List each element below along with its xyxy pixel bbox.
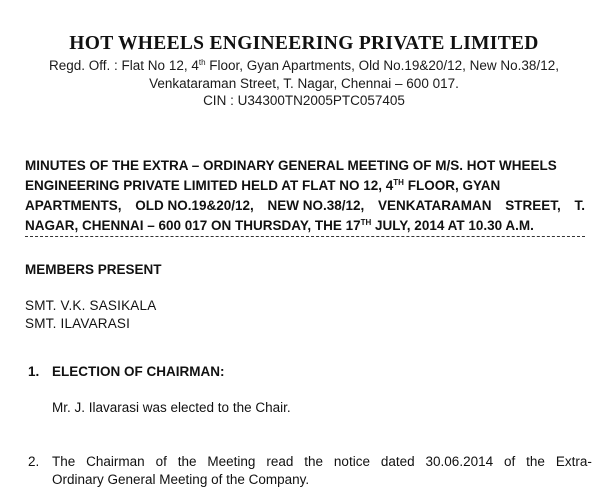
item-2-number: 2. [28, 454, 40, 469]
item-2-body-line-2: Ordinary General Meeting of the Company. [52, 472, 310, 487]
address-line-2: Venkataraman Street, T. Nagar, Chennai – 600 017. [149, 76, 459, 91]
minutes-title-line-3: APARTMENTS, OLD NO.19&20/12, NEW NO.38/12, VENKATARAMAN STREET, T. [25, 198, 585, 213]
members-present-heading: MEMBERS PRESENT [25, 262, 162, 277]
member-item: SMT. ILAVARASI [25, 316, 131, 331]
company-name: HOT WHEELS ENGINEERING PRIVATE LIMITED [69, 33, 539, 54]
item-1-body: Mr. J. Ilavarasi was elected to the Chair. [52, 400, 291, 415]
registered-office-address: Regd. Off. : Flat No 12, 4th Floor, Gyan Apartments, Old No.19&20/12, New No.38/12, [49, 58, 559, 73]
dashed-divider [25, 236, 585, 237]
item-1-title: ELECTION OF CHAIRMAN: [52, 364, 225, 379]
cin-number: CIN : U34300TN2005PTC057405 [203, 93, 405, 108]
minutes-title-line-2: ENGINEERING PRIVATE LIMITED HELD AT FLAT NO 12, 4TH FLOOR, GYAN [25, 178, 501, 193]
item-2-body-line-1: The Chairman of the Meeting read the notice dated 30.06.2014 of the Extra- [52, 454, 592, 469]
item-1-number: 1. [28, 364, 40, 379]
minutes-title-line-1: MINUTES OF THE EXTRA – ORDINARY GENERAL MEETING OF M/S. HOT WHEELS [25, 158, 557, 173]
minutes-title-line-4: NAGAR, CHENNAI – 600 017 ON THURSDAY, THE 17TH JULY, 2014 AT 10.30 A.M. [25, 218, 534, 233]
member-item: SMT. V.K. SASIKALA [25, 298, 157, 313]
